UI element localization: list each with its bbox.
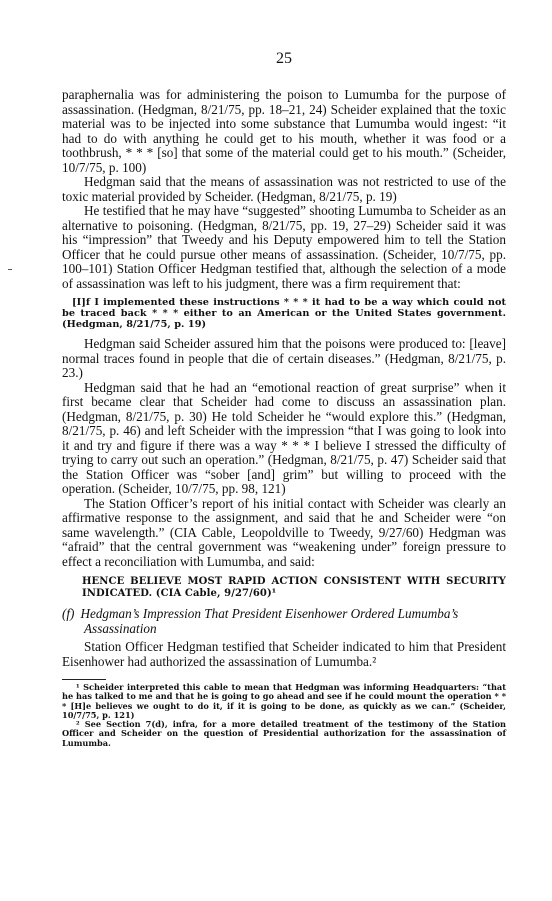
- footnote-divider: [62, 679, 106, 680]
- footnote-2: ² See Section 7(d), infra, for a more detailed treatment of the testimony of the Station Officer and Scheider on the question of Presidential authorization for the assassination of Lumumba.: [62, 719, 506, 748]
- cable-quote: HENCE BELIEVE MOST RAPID ACTION CONSISTENT WITH SECURITY INDICATED. (CIA Cable, 9/27/60)¹: [82, 576, 506, 599]
- paragraph-5: Hedgman said that he had an “emotional reaction of great surprise” when it first became clear that Scheider had come to discuss an assassination plan. (Hedgman, 8/21/75, p. 30) He told Scheider he “would explore this.” (Hedgman, 8/21/75, p. 46) and left Scheider with the impression “that I was going to look into it and try and figure if there was a way * * * I believe I stressed the difficulty of trying to carry out such an operation.” (Hedgman, 8/21/75, p. 47) Scheider said that the Station Officer was “sober [and] grim” but willing to proceed with the operation. (Scheider, 10/7/75, pp. 98, 121): [62, 379, 506, 496]
- paragraph-7: Station Officer Hedgman testified that Scheider indicated to him that President Eisenhower had authorized the assassination of Lumumba.²: [62, 639, 506, 669]
- document-page: [62, 50, 506, 748]
- paragraph-4: Hedgman said Scheider assured him that the poisons were produced to: [leave] normal traces found in people that die of certain diseases.” (Hedgman, 8/21/75, p. 23.): [62, 336, 506, 380]
- page-number: 25: [276, 50, 292, 67]
- section-number: (f): [62, 606, 75, 621]
- section-heading: [62, 607, 506, 636]
- section-title: Hedgman’s Impression That President Eisenhower Ordered Lumumba’s Assassination: [80, 606, 459, 636]
- paragraph-2: Hedgman said that the means of assassination was not restricted to use of the toxic material provided by Scheider. (Hedgman, 8/21/75, p. 19): [62, 174, 506, 204]
- block-quote: [I]f I implemented these instructions * * * it had to be a way which could not be traced back * * * either to an American or the United States government. (Hedgman, 8/21/75, p. 19): [62, 297, 506, 330]
- paragraph-6: The Station Officer’s report of his initial contact with Scheider was clearly an affirmative response to the assignment, and said that he and Scheider were “on same wavelength.” (CIA Cable, Leopoldville to Tweedy, 9/27/60) Hedgman was “afraid” that the central government was “weakening under” foreign pressure to effect a reconciliation with Lumumba, and said:: [62, 495, 506, 569]
- footnote-1: ¹ Scheider interpreted this cable to mean that Hedgman was informing Headquarters: “that he has talked to me and that he is going to go ahead and see if he could mount the operation * * * [H]e believes we ought to do it, if it is going to be done, as quickly as we can.” (Scheider, 10/7/75, p. 121): [62, 682, 506, 720]
- paragraph-3: He testified that he may have “suggested” shooting Lumumba to Scheider as an alternative to poisoning. (Hedgman, 8/21/75, pp. 19, 27–29) Scheider said it was his “impression” that Tweedy and his Deputy empowered him to tell the Station Officer that he could pursue other means of assassination. (Scheider, 10/7/75, pp. 100–101) Station Officer Hedgman testified that, although the selection of a mode of assassination was left to his judgment, there was a firm requirement that:: [62, 203, 506, 291]
- margin-mark: [8, 269, 12, 270]
- paragraph-1: paraphernalia was for administering the poison to Lumumba for the purpose of assassination. (Hedgman, 8/21/75, pp. 18–21, 24) Scheider explained that the toxic material was to be injected into some substance that Lumumba would ingest: “it had to do with anything he could get to his mouth, whether it was food or a toothbrush, * * * [so] that some of the material could get to his mouth.” (Scheider, 10/7/75, p. 100): [62, 87, 506, 175]
